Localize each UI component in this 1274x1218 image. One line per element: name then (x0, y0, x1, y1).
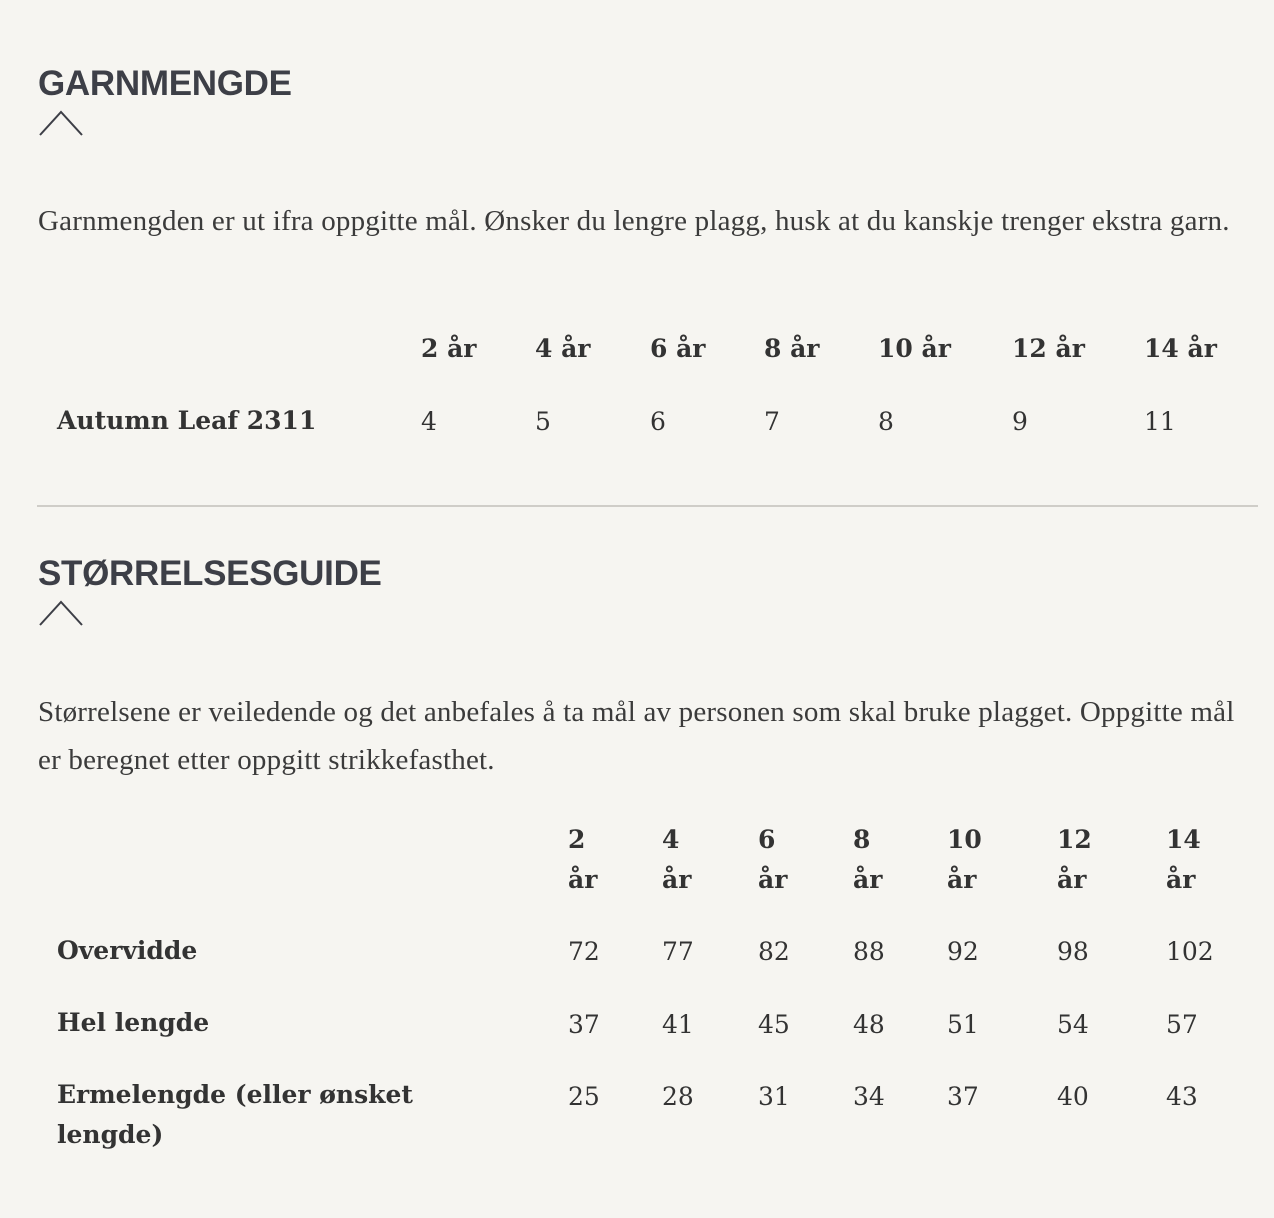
yarn-intro-text: Garnmengden er ut ifra oppgitte mål. Ønsker du lengre plagg, husk at du kanskje trenger ekstra garn. (38, 205, 1230, 237)
size-cell: 48 (853, 1010, 885, 1039)
size-cell: 57 (1166, 1010, 1198, 1039)
yarn-cell: 11 (1144, 407, 1176, 436)
size-row-label: Overvidde (57, 936, 198, 965)
size-cell: 102 (1166, 937, 1214, 966)
size-cell: 31 (758, 1082, 790, 1111)
yarn-cell: 8 (878, 407, 894, 436)
size-cell: 25 (568, 1082, 600, 1111)
yarn-col-header: 2 år (421, 334, 477, 363)
size-intro-text: Størrelsene er veiledende og det anbefales å ta mål av personen som skal bruke plagget. Oppgitte mål er beregnet etter oppgitt strikkefasthet. (38, 696, 1235, 776)
size-col-header: 12 år (1057, 825, 1092, 894)
size-cell: 54 (1057, 1010, 1089, 1039)
yarn-cell: 5 (535, 407, 551, 436)
yarn-col-header: 6 år (650, 334, 706, 363)
size-col-header: 6 år (758, 825, 788, 894)
size-cell: 34 (853, 1082, 885, 1111)
size-section-toggle[interactable] (38, 598, 84, 628)
size-col-header: 10 år (947, 825, 982, 894)
size-cell: 51 (947, 1010, 979, 1039)
size-cell: 40 (1057, 1082, 1089, 1111)
yarn-cell: 6 (650, 407, 666, 436)
yarn-col-header: 14 år (1144, 334, 1217, 363)
yarn-cell: 9 (1012, 407, 1028, 436)
yarn-col-header: 4 år (535, 334, 591, 363)
chevron-up-icon (38, 598, 84, 628)
size-cell: 45 (758, 1010, 790, 1039)
size-col-header: 14 år (1166, 825, 1201, 894)
yarn-cell: 4 (421, 407, 437, 436)
yarn-col-header: 10 år (878, 334, 951, 363)
size-col-header: 4 år (662, 825, 692, 894)
size-col-header: 2 år (568, 825, 598, 894)
yarn-cell: 7 (764, 407, 780, 436)
size-cell: 82 (758, 937, 790, 966)
size-cell: 92 (947, 937, 979, 966)
yarn-section-toggle[interactable] (38, 108, 84, 138)
size-cell: 43 (1166, 1082, 1198, 1111)
size-cell: 77 (662, 937, 694, 966)
size-section-heading: STØRRELSESGUIDE (38, 554, 382, 593)
yarn-col-header: 12 år (1012, 334, 1085, 363)
size-row-label: Ermelengde (eller ønsket lengde) (57, 1080, 413, 1149)
yarn-section-heading: GARNMENGDE (38, 64, 292, 103)
chevron-up-icon (38, 108, 84, 138)
size-cell: 28 (662, 1082, 694, 1111)
yarn-col-header: 8 år (764, 334, 820, 363)
yarn-row-label: Autumn Leaf 2311 (57, 406, 317, 435)
size-cell: 72 (568, 937, 600, 966)
size-cell: 98 (1057, 937, 1089, 966)
size-cell: 37 (947, 1082, 979, 1111)
section-divider (37, 505, 1258, 507)
size-cell: 41 (662, 1010, 694, 1039)
size-cell: 88 (853, 937, 885, 966)
size-col-header: 8 år (853, 825, 883, 894)
size-row-label: Hel lengde (57, 1008, 210, 1037)
size-cell: 37 (568, 1010, 600, 1039)
